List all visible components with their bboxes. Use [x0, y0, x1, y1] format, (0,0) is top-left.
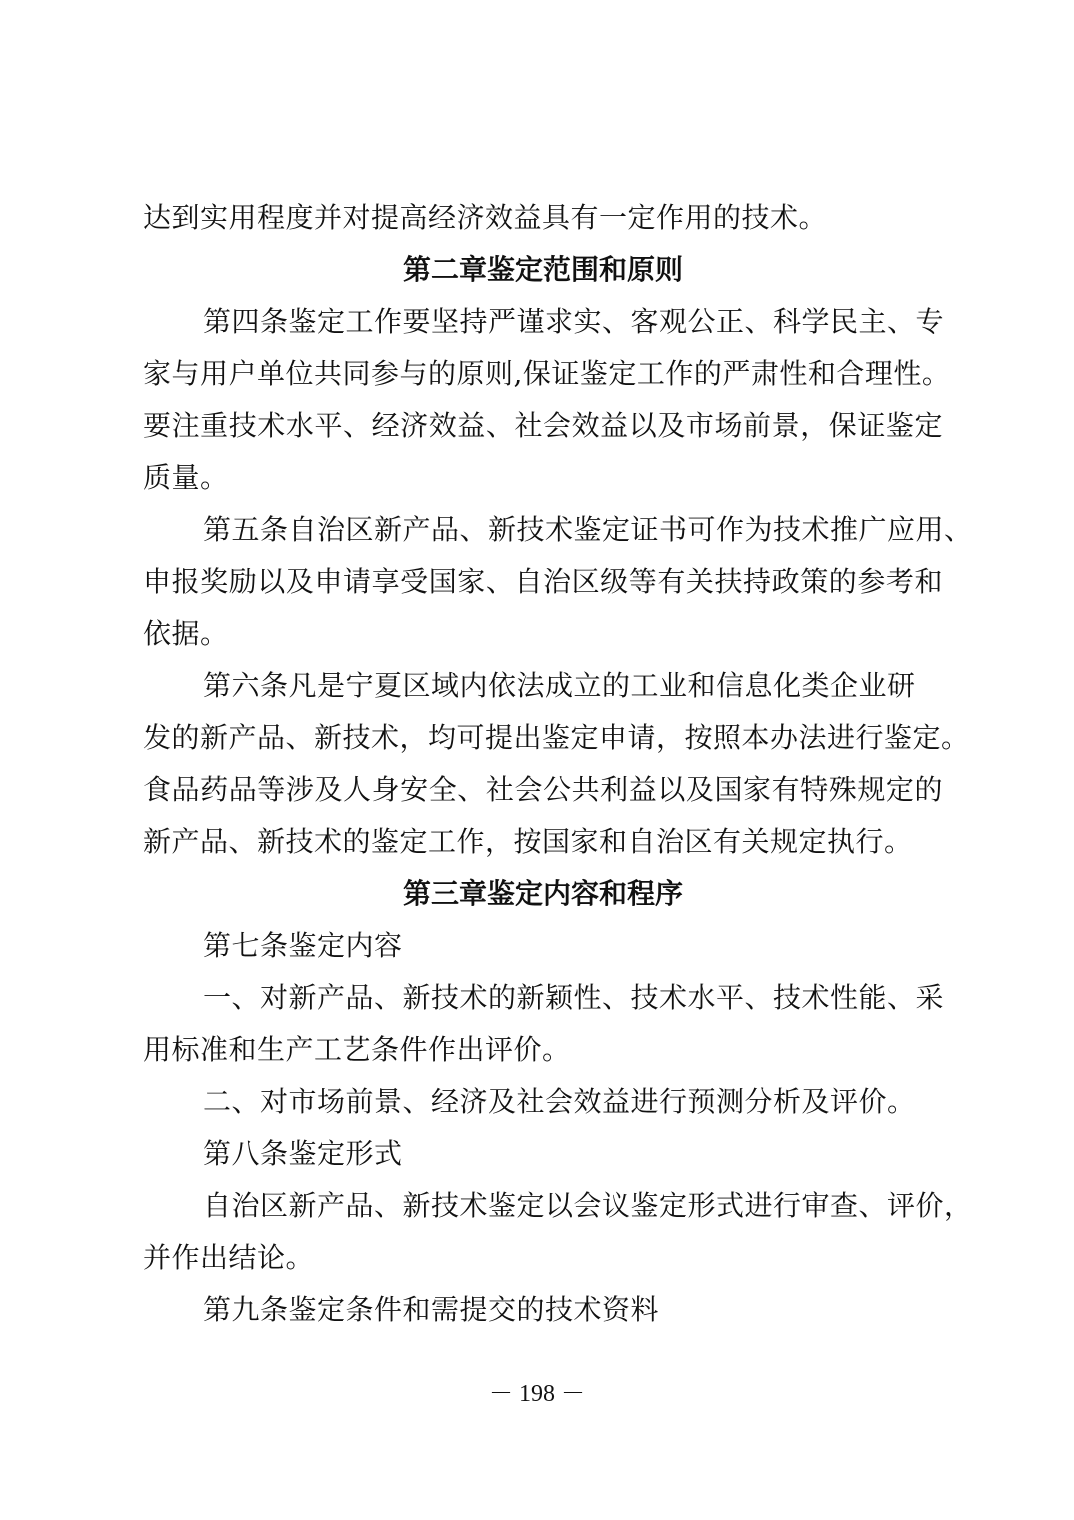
chapter-heading: 第三章鉴定内容和程序: [402, 877, 683, 910]
paragraph-line: 并作出结论。: [143, 1241, 315, 1274]
paragraph-line: 依据。: [143, 617, 229, 650]
page-number: － 198 －: [489, 1381, 585, 1407]
paragraph-line: 第六条凡是宁夏区域内依法成立的工业和信息化类企业研: [203, 669, 916, 702]
paragraph-line: 一、对新产品、新技术的新颖性、技术水平、技术性能、采: [203, 981, 945, 1014]
paragraph-line: 第四条鉴定工作要坚持严谨求实、客观公正、科学民主、专: [203, 305, 945, 338]
paragraph-line: 二、对市场前景、经济及社会效益进行预测分析及评价。: [203, 1085, 916, 1118]
paragraph-line: 用标准和生产工艺条件作出评价。: [143, 1033, 571, 1066]
article-title: 第九条鉴定条件和需提交的技术资料: [203, 1293, 660, 1326]
paragraph-line: 第五条自治区新产品、新技术鉴定证书可作为技术推广应用、: [203, 513, 973, 546]
paragraph-line: 家与用户单位共同参与的原则,保证鉴定工作的严肃性和合理性。: [143, 357, 951, 390]
paragraph-line: 发的新产品、新技术，均可提出鉴定申请，按照本办法进行鉴定。: [143, 721, 970, 754]
paragraph-line: 申报奖励以及申请享受国家、自治区级等有关扶持政策的参考和: [143, 565, 943, 598]
body-line: 达到实用程度并对提高经济效益具有一定作用的技术。: [143, 201, 828, 234]
paragraph-line: 食品药品等涉及人身安全、社会公共利益以及国家有特殊规定的: [143, 773, 943, 806]
paragraph-line: 新产品、新技术的鉴定工作，按国家和自治区有关规定执行。: [143, 825, 913, 858]
paragraph-line: 自治区新产品、新技术鉴定以会议鉴定形式进行审查、评价，: [203, 1189, 973, 1222]
article-title: 第八条鉴定形式: [203, 1137, 403, 1170]
paragraph-line: 要注重技术水平、经济效益、社会效益以及市场前景，保证鉴定: [143, 409, 943, 442]
article-title: 第七条鉴定内容: [203, 929, 403, 962]
paragraph-line: 质量。: [143, 461, 229, 494]
chapter-heading: 第二章鉴定范围和原则: [402, 253, 683, 286]
